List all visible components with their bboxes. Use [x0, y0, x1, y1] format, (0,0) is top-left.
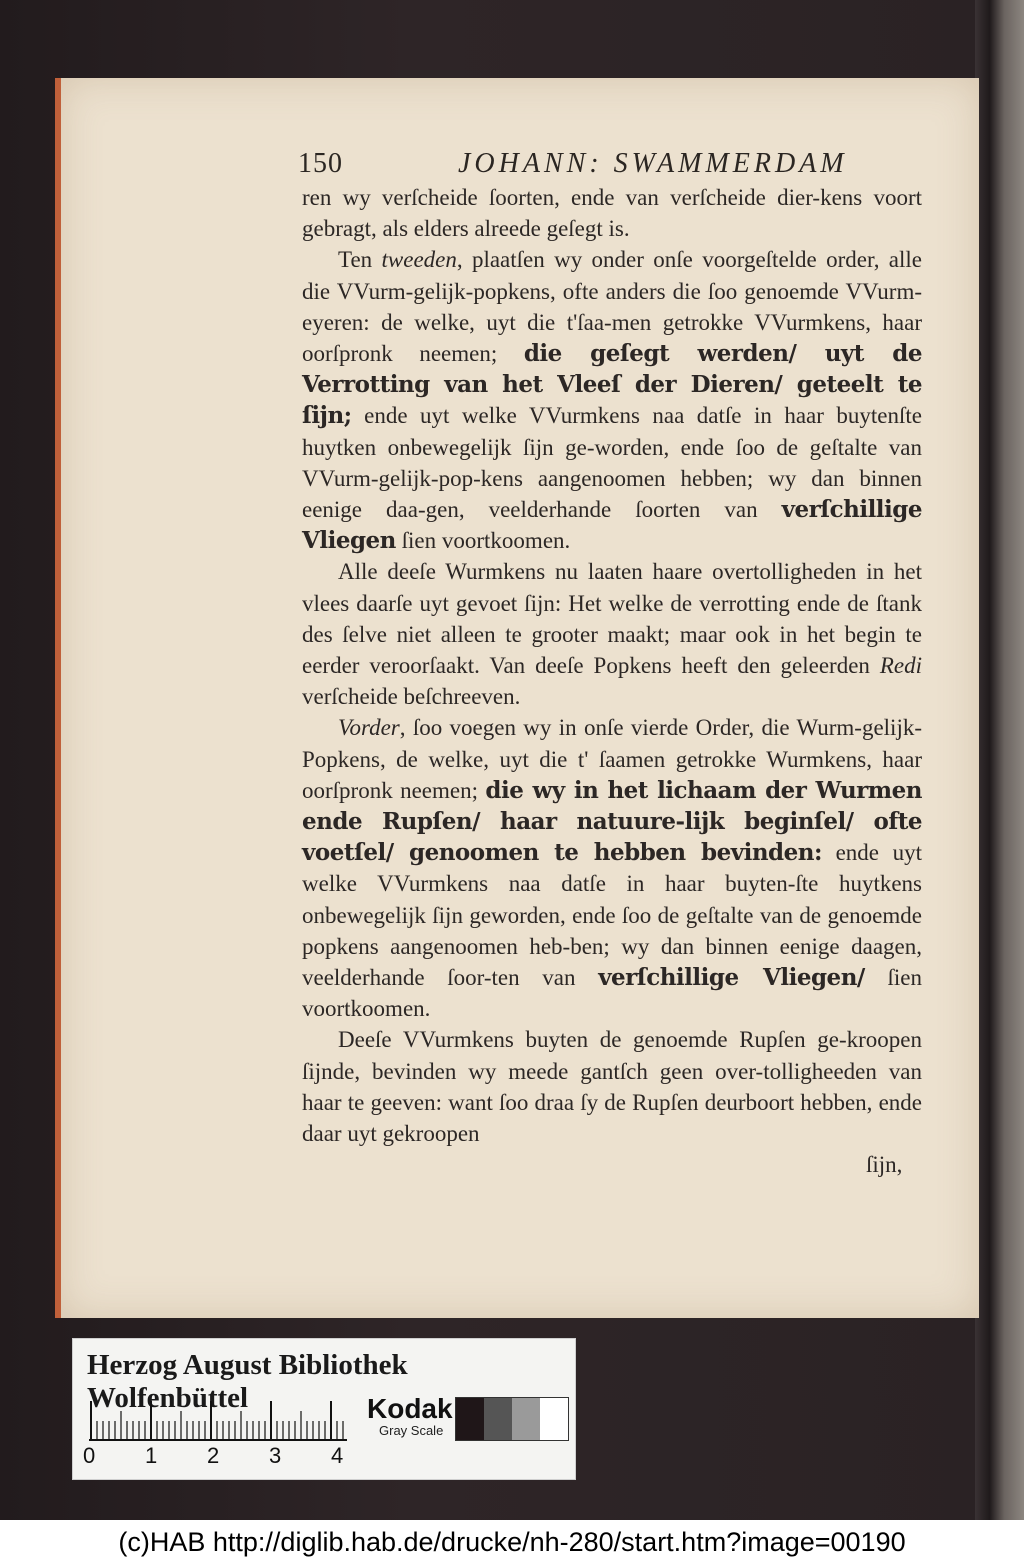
- page-header: [298, 148, 938, 182]
- text-segment: , plaatſen wy onder onſe voorgeſtelde order, alle die VVurm-gelijk-popkens, ofte anders die ſoo genoemde VVurm-eyeren: de welke, uyt die t'ſaa-men getrokke VVurmkens, haar oorſpronk neemen;: [302, 247, 922, 367]
- ruler-number: 2: [207, 1443, 220, 1468]
- running-head: JOHANN: SWAMMERDAM: [458, 148, 848, 179]
- ruler-number: 1: [145, 1443, 158, 1468]
- paragraph: [302, 556, 922, 712]
- italic-text: Vorder: [338, 715, 400, 741]
- text-segment: , ſoo voegen wy in onſe vierde Order, die Wurm-gelijk-Popkens, de welke, uyt die t' ſaamen getrokke Wurmkens, haar oorſpronk neemen;: [302, 715, 922, 803]
- library-color-card: [72, 1338, 576, 1480]
- gray-swatch: [540, 1398, 568, 1440]
- library-name: Herzog August Bibliothek Wolfenbüttel: [87, 1349, 408, 1414]
- page-number: 150: [298, 148, 343, 179]
- ruler-number: 0: [83, 1443, 96, 1468]
- paragraph: [302, 244, 922, 556]
- gray-swatch: [512, 1398, 540, 1440]
- ruler-number: 3: [269, 1443, 282, 1468]
- ruler-number: 4: [331, 1443, 344, 1468]
- italic-text: tweeden: [381, 247, 457, 273]
- text-segment: Deeſe VVurmkens buyten de genoemde Rupſen ge-kroopen ſijnde, bevinden wy meede gantſch geen over-tolligheeden van haar te geeven: want ſoo draa ſy de Rupſen deurboort hebben, ende daar uyt gekroopen: [302, 1027, 922, 1147]
- blackletter-text: verſchillige Vliegen/: [598, 964, 865, 992]
- text-segment: ende uyt welke VVurmkens naa datſe in haar buytenſte huytken onbewegelijk ſijn ge-worden, ende ſoo de geſtalte van VVurm-gelijk-pop-kens aangenoomen hebben; wy dan binnen eenige daa-gen, veelderhande ſoorten van: [302, 403, 922, 523]
- blackletter-text: die geſegt werden/ uyt de Verrotting van het Vleeſ der Dieren/ geteelt te ſijn;: [302, 340, 922, 430]
- text-segment: ſien voortkoomen.: [302, 965, 922, 1022]
- ruler-numbers: [83, 1443, 353, 1469]
- text-segment: ſien voortkoomen.: [395, 528, 571, 554]
- text-segment: ren wy verſcheide ſoorten, ende van verſcheide dier-kens voort gebragt, als elders alreede geſegt is.: [302, 185, 922, 242]
- adjacent-page-edge: [975, 0, 1024, 1520]
- gray-scale-caption: Gray Scale: [379, 1423, 444, 1438]
- paragraph: [302, 1024, 922, 1149]
- gray-scale-swatches: [455, 1397, 569, 1441]
- italic-text: Redi: [879, 653, 922, 679]
- text-segment: ende uyt welke VVurmkens naa datſe in haar buyten-ſte huytkens onbewegelijk ſijn geworden, ende ſoo de geſtalte van de genoemde popkens aangenoomen heb-ben; wy dan binnen eenige daagen, veelderhande ſoor-ten van: [302, 840, 922, 991]
- paragraph: [302, 712, 922, 1024]
- body-text: [302, 182, 922, 1149]
- kodak-brand: Kodak: [367, 1393, 453, 1424]
- blackletter-text: verſchillige Vliegen: [302, 496, 922, 555]
- text-segment: verſcheide beſchreeven.: [302, 684, 521, 710]
- copyright-footer: (c)HAB http://diglib.hab.de/drucke/nh-280/start.htm?image=00190: [0, 1520, 1024, 1564]
- text-segment: Ten: [338, 247, 382, 273]
- blackletter-text: die wy in het lichaam der Wurmen ende Rupſen/ haar natuure-lijk beginſel/ ofte voetſel/ genoomen te hebben bevinden:: [302, 776, 922, 867]
- catchword: ſijn,: [866, 1152, 903, 1177]
- paragraph: [302, 182, 922, 244]
- ruler-scale: [89, 1397, 349, 1441]
- gray-swatch: [484, 1398, 512, 1440]
- text-segment: Alle deeſe Wurmkens nu laaten haare overtolligheden in het vlees daarſe uyt gevoet ſijn: Het welke de verrotting ende de ſtank des ſelve niet alleen te grooter maakt; maar ook in het begin te eerder veroorſaakt. Van deeſe Popkens heeft den geleerden: [302, 559, 922, 679]
- gray-swatch: [456, 1398, 484, 1440]
